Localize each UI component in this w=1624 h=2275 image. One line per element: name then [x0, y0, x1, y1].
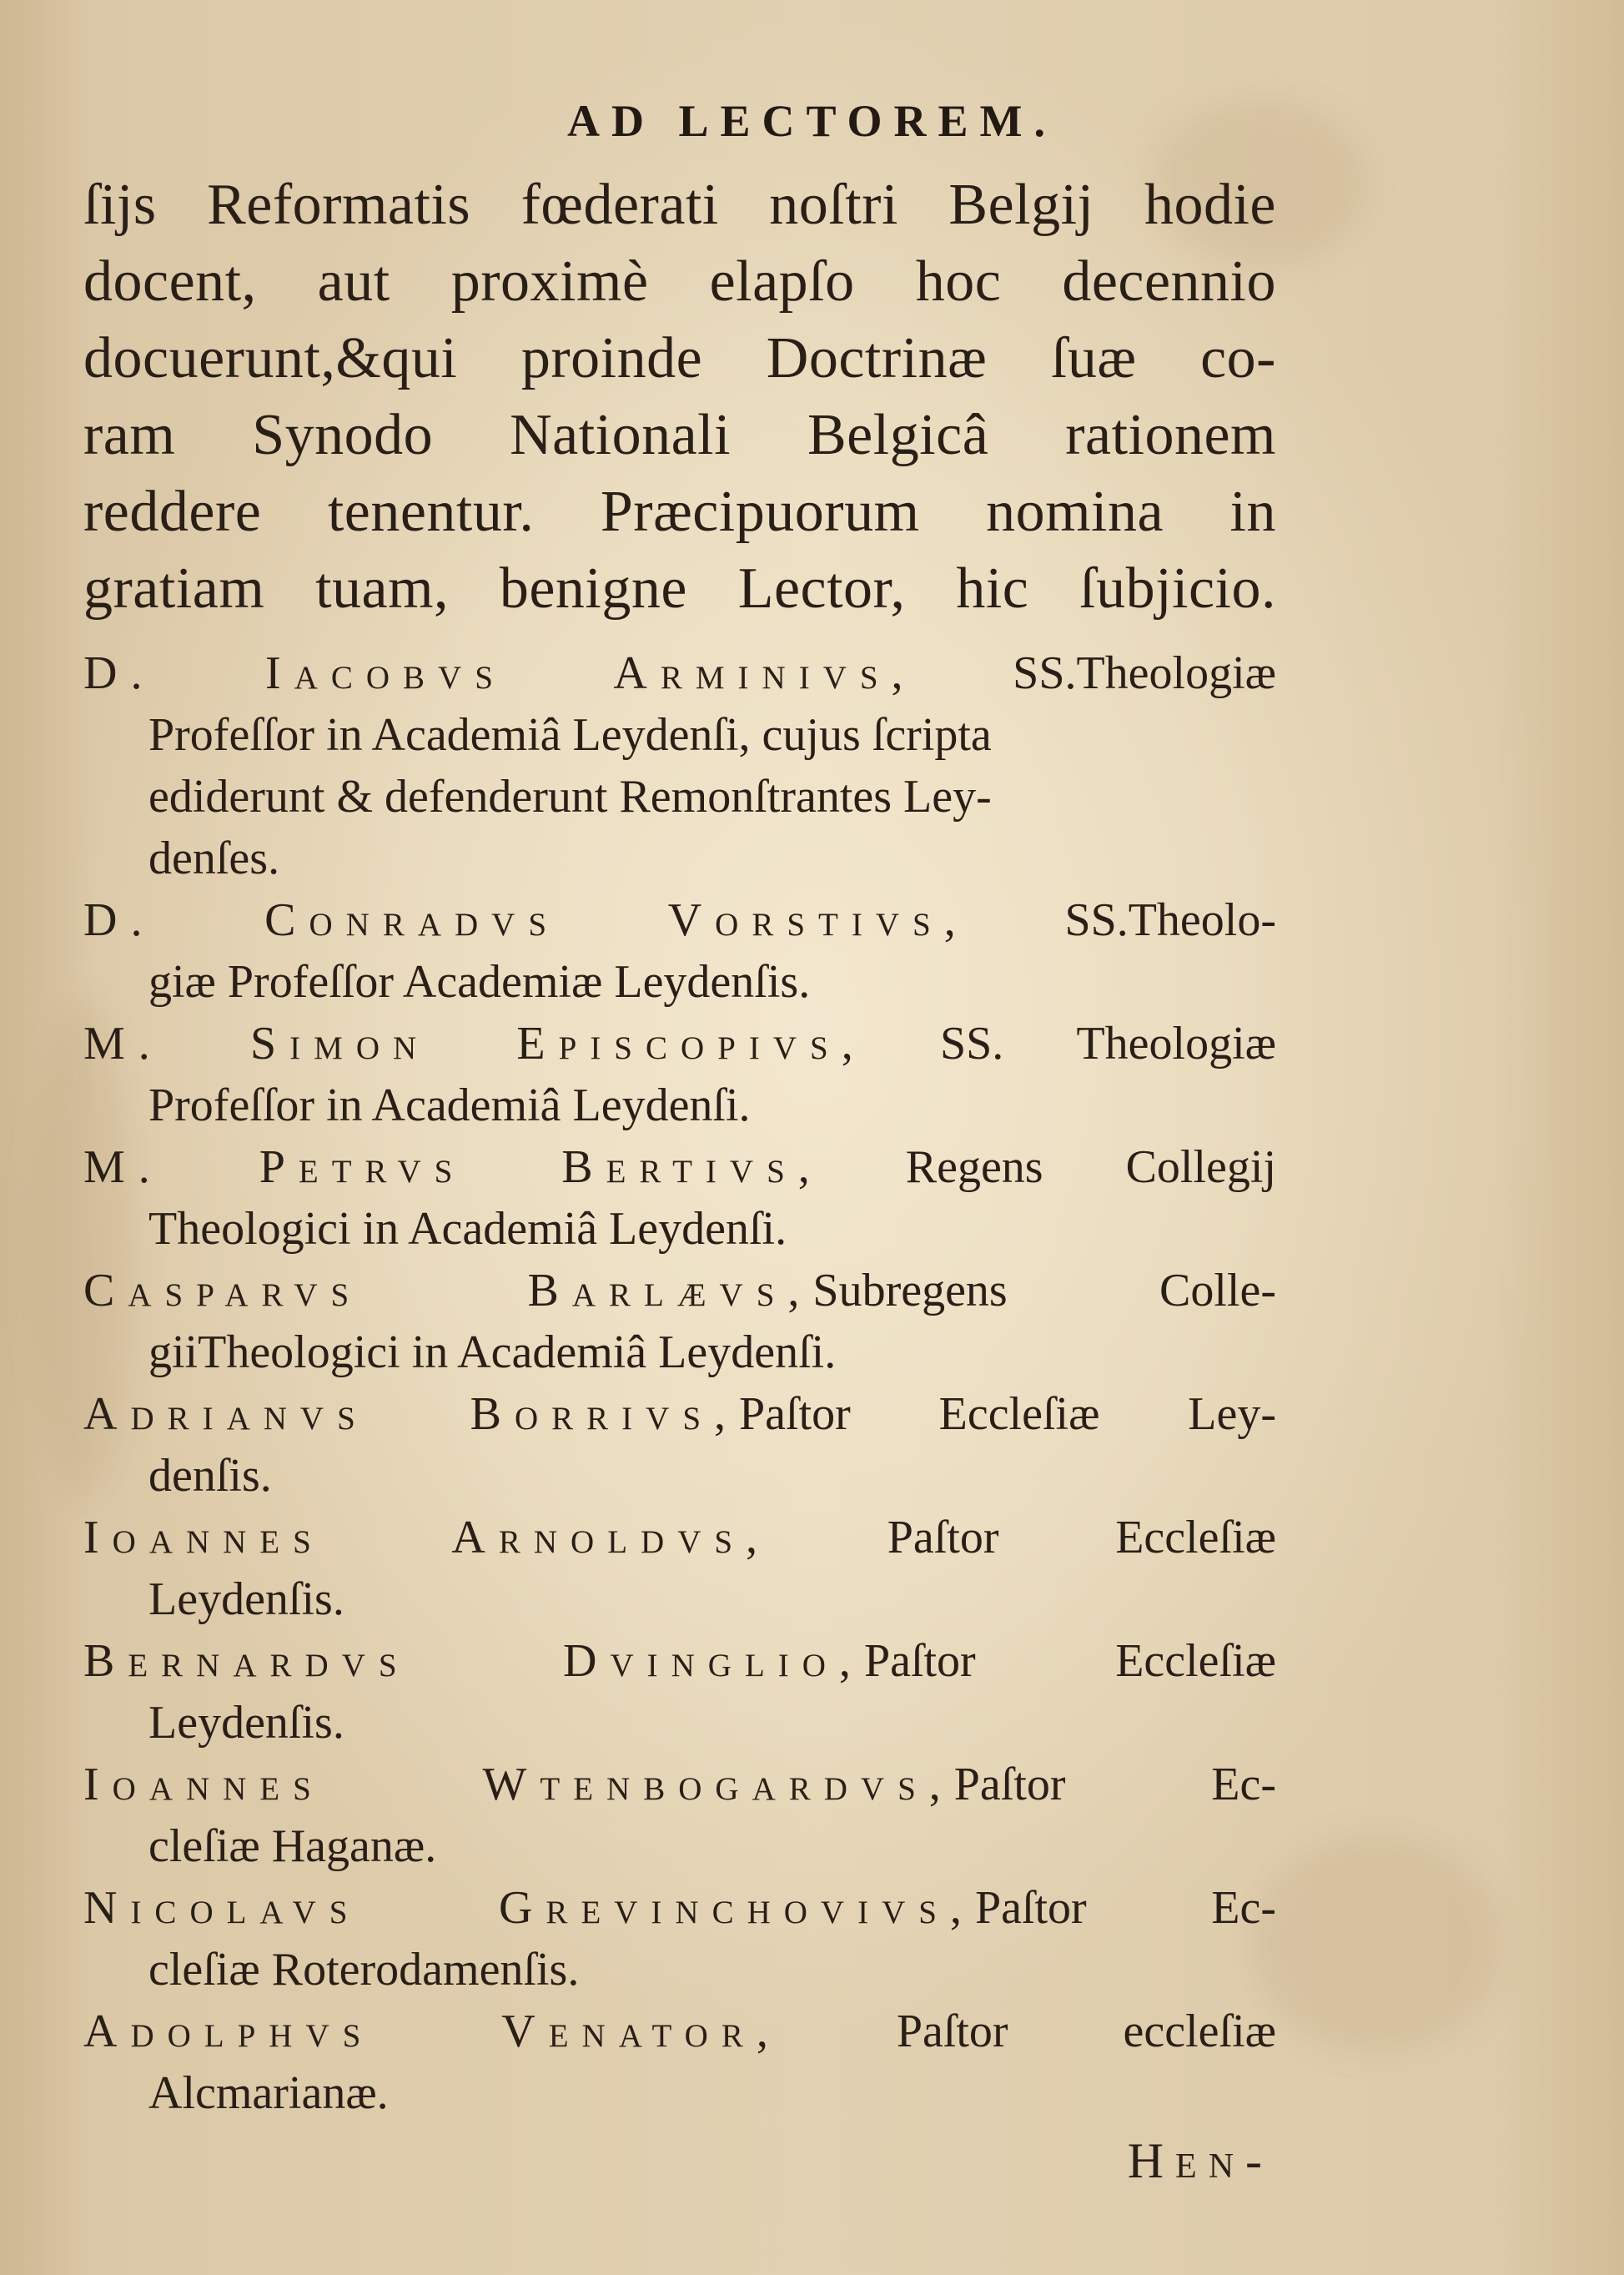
entry-head — [83, 2001, 1276, 2062]
entry-title: Paſtor Ec- — [974, 1882, 1276, 1934]
list-entry — [83, 1507, 1276, 1630]
entry-title: Paſtor Ec- — [953, 1759, 1276, 1810]
body-line: docuerunt,&qui proinde Doctrinæ ſuæ co- — [83, 326, 1276, 390]
list-entry — [83, 1013, 1276, 1136]
list-entry — [83, 1383, 1276, 1507]
entry-name: D. Iacobvs Arminivs, — [83, 647, 917, 699]
entry-continuation: ediderunt & defenderunt Remonſtrantes Ley- — [148, 771, 992, 823]
body-line: docent, aut proximè elapſo hoc decennio — [83, 249, 1276, 314]
entry-head — [83, 1754, 1276, 1815]
entry-name: Casparvs Barlævs, — [83, 1265, 813, 1316]
entry-name: Adolphvs Venator, — [83, 2006, 782, 2057]
list-entry — [83, 1754, 1276, 1877]
entry-head — [83, 1260, 1276, 1321]
list-entry — [83, 642, 1276, 889]
list-entry — [83, 1260, 1276, 1383]
entry-title: Subregens Colle- — [812, 1265, 1276, 1316]
list-entry — [83, 1136, 1276, 1260]
paper-stain — [1251, 1835, 1501, 2052]
entry-name: Ioannes Wtenbogardvs, — [83, 1759, 954, 1810]
entry-name: Ioannes Arnoldvs, — [83, 1512, 772, 1563]
list-entry — [83, 2001, 1276, 2124]
body-line: ſijs Reformatis fœderati noſtri Belgij hodie — [83, 173, 1276, 237]
entry-head — [83, 1136, 1276, 1198]
entry-continuation: giæ Profeſſor Academiæ Leydenſis. — [148, 956, 811, 1008]
entry-title: SS.Theolo- — [968, 894, 1276, 946]
entry-continuation: denſes. — [148, 833, 280, 884]
body-line: ram Synodo Nationali Belgicâ rationem — [83, 403, 1276, 467]
entry-head — [83, 1877, 1276, 1939]
entry-title: Paſtor Eccleſiæ — [863, 1635, 1276, 1687]
entry-name: Nicolavs Grevinchovivs, — [83, 1882, 975, 1934]
entry-title: SS.Theologiæ — [916, 647, 1276, 699]
entry-name: Bernardvs Dvinglio, — [83, 1635, 864, 1687]
entry-continuation: giiTheologici in Academiâ Leydenſi. — [148, 1326, 837, 1378]
list-entry — [83, 1877, 1276, 2001]
entry-continuation: denſis. — [148, 1450, 272, 1502]
body-line: gratiam tuam, benigne Lector, hic ſubjicio. — [83, 556, 1276, 621]
names-list — [83, 642, 1276, 2124]
list-entry — [83, 1630, 1276, 1754]
entry-title: Regens Collegij — [822, 1141, 1277, 1193]
entry-continuation: Profeſſor in Academiâ Leydenſi. — [148, 1080, 751, 1131]
entry-head — [83, 1630, 1276, 1692]
body-line: reddere tenentur. Præcipuorum nomina in — [83, 480, 1276, 544]
entry-head — [83, 1507, 1276, 1568]
entry-name: M. Petrvs Bertivs, — [83, 1141, 823, 1193]
entry-continuation: cleſiæ Roterodamenſis. — [148, 1944, 580, 1996]
entry-name: D. Conradvs Vorstivs, — [83, 894, 969, 946]
entry-title: Paſtor Eccleſiæ — [771, 1512, 1276, 1563]
entry-title: Paſtor eccleſiæ — [781, 2006, 1277, 2057]
entry-head — [83, 1383, 1276, 1445]
entry-head — [83, 889, 1276, 951]
entry-head — [83, 1013, 1276, 1075]
entry-continuation: Alcmarianæ. — [148, 2067, 389, 2119]
entry-name: Adrianvs Borrivs, — [83, 1388, 740, 1440]
entry-continuation: Theologici in Academiâ Leydenſi. — [148, 1203, 787, 1255]
catchword: Hen- — [1127, 2133, 1274, 2188]
entry-continuation: Leydenſis. — [148, 1573, 344, 1625]
entry-continuation: Leydenſis. — [148, 1697, 344, 1749]
entry-title: SS. Theologiæ — [866, 1018, 1276, 1070]
entry-continuation: Profeſſor in Academiâ Leydenſi, cujus ſcripta — [148, 709, 992, 761]
body-paragraph — [83, 167, 1276, 627]
entry-continuation: cleſiæ Haganæ. — [148, 1820, 437, 1872]
list-entry — [83, 889, 1276, 1013]
entry-name: M. Simon Episcopivs, — [83, 1018, 867, 1070]
running-head: AD LECTOREM. — [566, 96, 1058, 146]
entry-head — [83, 642, 1276, 704]
entry-title: Paſtor Eccleſiæ Ley- — [739, 1388, 1276, 1440]
